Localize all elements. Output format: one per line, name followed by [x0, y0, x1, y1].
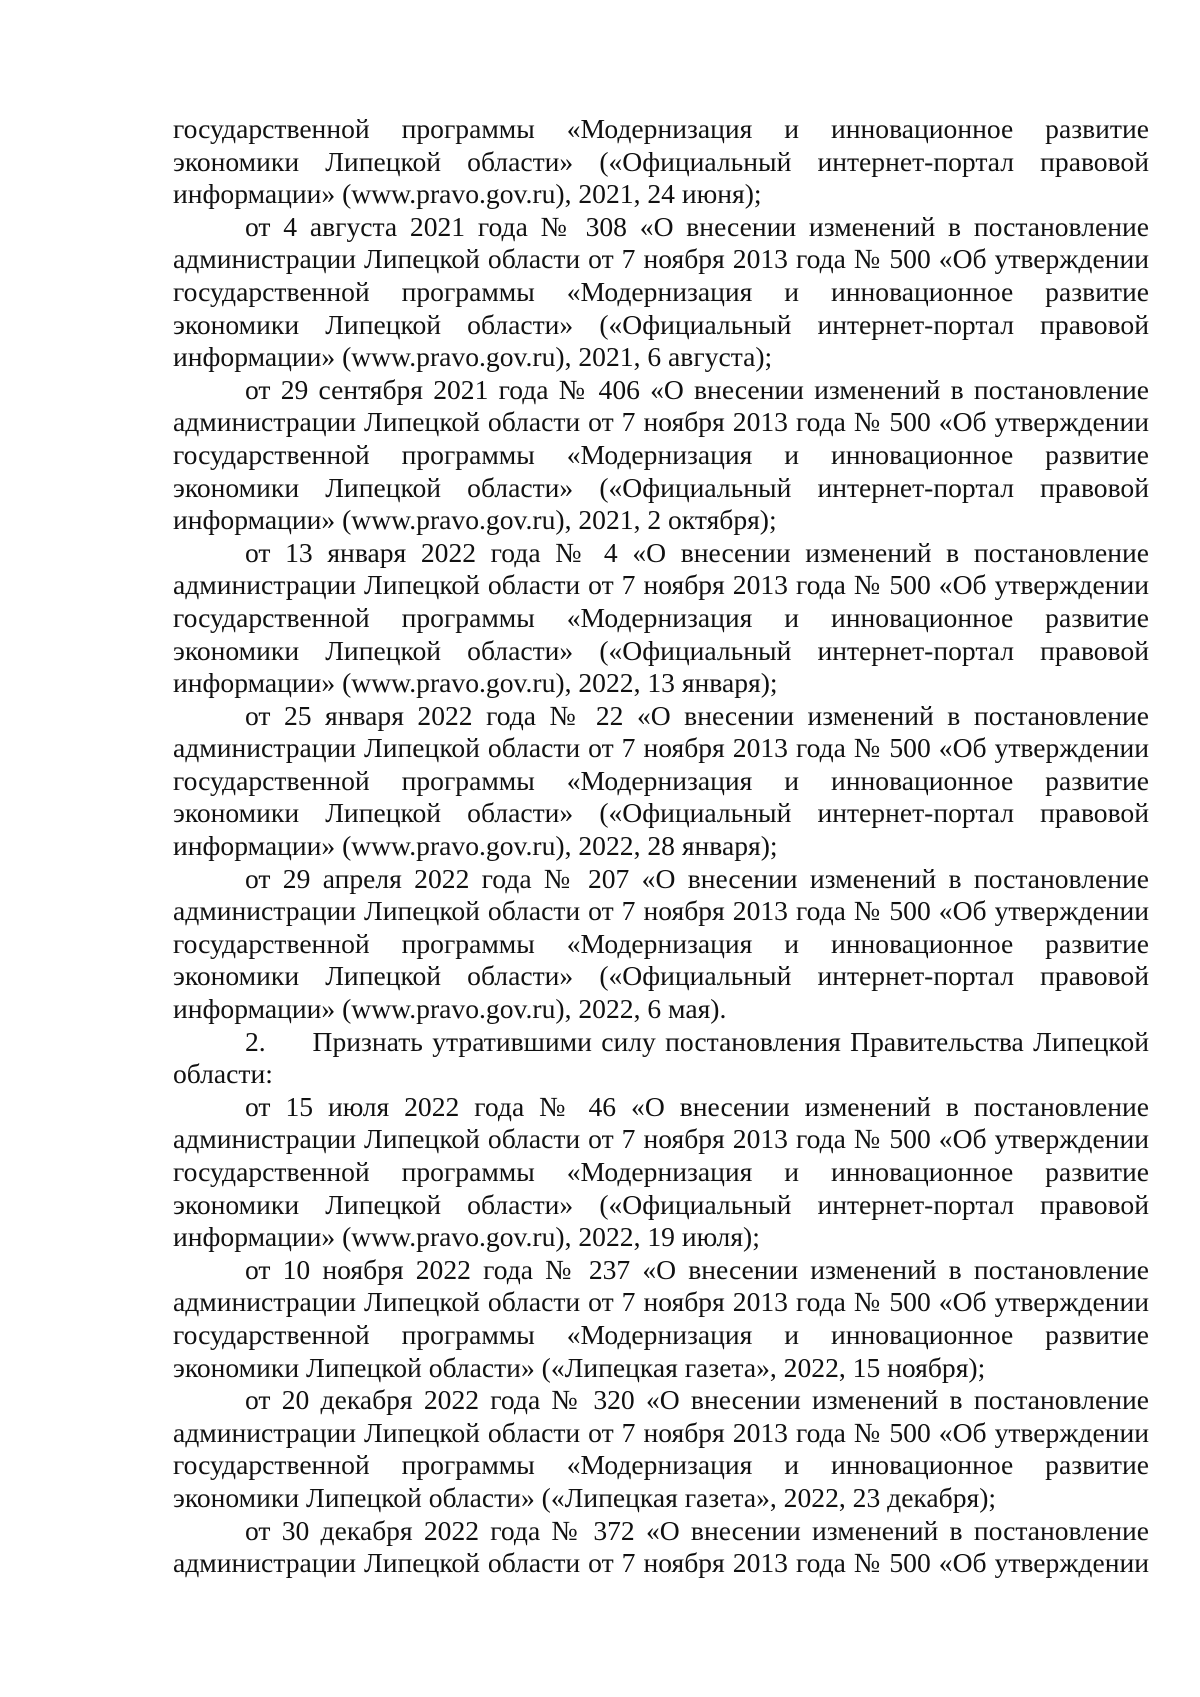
document-body — [173, 113, 1156, 1580]
paragraph-decree-46: от 15 июля 2022 года № 46 «О внесении изменений в постановление администрации Липецкой области от 7 ноября 2013 года № 500 «Об утверждении государственной программы «Модернизация и инновационное развитие экономики Липецкой области» («Официальный интернет-портал правовой информации» (www.pravo.gov.ru), 2022, 19 июля); — [173, 1090, 1149, 1253]
paragraph-decree-372: от 30 декабря 2022 года № 372 «О внесении изменений в постановление администрации Липецкой области от 7 ноября 2013 года № 500 «Об утверждении — [173, 1514, 1149, 1579]
paragraph-item-2: 2. Признать утратившими силу постановления Правительства Липецкой области: — [173, 1025, 1156, 1090]
paragraph-continuation: государственной программы «Модернизация и инновационное развитие экономики Липецкой области» («Официальный интернет-портал правовой информации» (www.pravo.gov.ru), 2021, 24 июня); — [173, 113, 1149, 210]
paragraph-decree-207: от 29 апреля 2022 года № 207 «О внесении изменений в постановление администрации Липецкой области от 7 ноября 2013 года № 500 «Об утверждении государственной программы «Модернизация и инновационное развитие экономики Липецкой области» («Официальный интернет-портал правовой информации» (www.pravo.gov.ru), 2022, 6 мая). — [173, 862, 1149, 1025]
paragraph-decree-237: от 10 ноября 2022 года № 237 «О внесении изменений в постановление администрации Липецкой области от 7 ноября 2013 года № 500 «Об утверждении государственной программы «Модернизация и инновационное развитие экономики Липецкой области» («Липецкая газета», 2022, 15 ноября); — [173, 1253, 1149, 1383]
paragraph-decree-22: от 25 января 2022 года № 22 «О внесении изменений в постановление администрации Липецкой области от 7 ноября 2013 года № 500 «Об утверждении государственной программы «Модернизация и инновационное развитие экономики Липецкой области» («Официальный интернет-портал правовой информации» (www.pravo.gov.ru), 2022, 28 января); — [173, 699, 1149, 862]
paragraph-decree-320: от 20 декабря 2022 года № 320 «О внесении изменений в постановление администрации Липецкой области от 7 ноября 2013 года № 500 «Об утверждении государственной программы «Модернизация и инновационное развитие экономики Липецкой области» («Липецкая газета», 2022, 23 декабря); — [173, 1384, 1149, 1513]
paragraph-decree-308: от 4 августа 2021 года № 308 «О внесении изменений в постановление администрации Липецкой области от 7 ноября 2013 года № 500 «Об утверждении государственной программы «Модернизация и инновационное развитие экономики Липецкой области» («Официальный интернет-портал правовой информации» (www.pravo.gov.ru), 2021, 6 августа); — [173, 210, 1149, 373]
paragraph-decree-406: от 29 сентября 2021 года № 406 «О внесении изменений в постановление администрации Липецкой области от 7 ноября 2013 года № 500 «Об утверждении государственной программы «Модернизация и инновационное развитие экономики Липецкой области» («Официальный интернет-портал правовой информации» (www.pravo.gov.ru), 2021, 2 октября); — [173, 373, 1149, 536]
paragraph-decree-4: от 13 января 2022 года № 4 «О внесении изменений в постановление администрации Липецкой области от 7 ноября 2013 года № 500 «Об утверждении государственной программы «Модернизация и инновационное развитие экономики Липецкой области» («Официальный интернет-портал правовой информации» (www.pravo.gov.ru), 2022, 13 января); — [173, 536, 1149, 699]
